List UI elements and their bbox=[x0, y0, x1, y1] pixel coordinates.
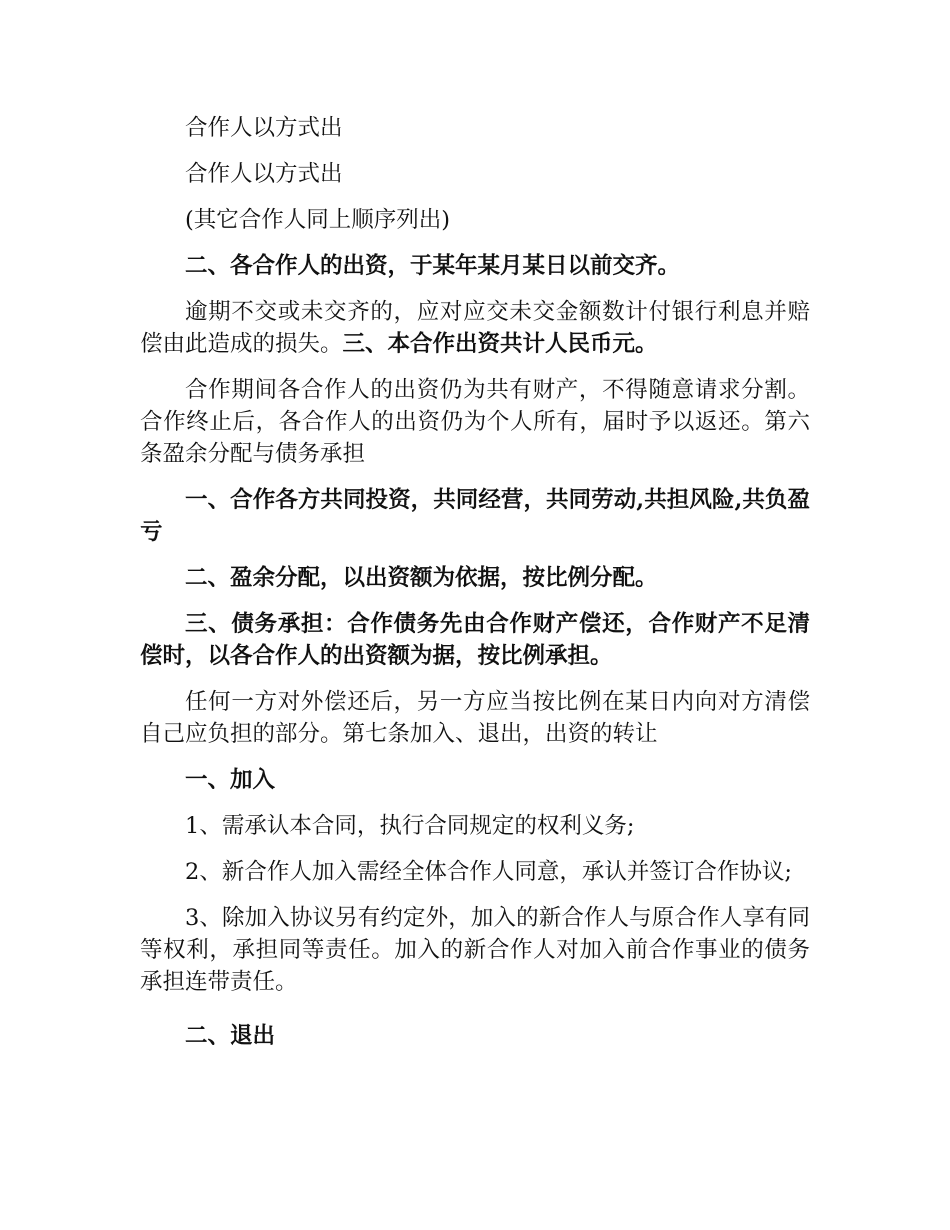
paragraph: 合作人以方式出 bbox=[185, 161, 343, 187]
paragraph: (其它合作人同上顺序列出) bbox=[185, 207, 451, 233]
list-item: 2、新合作人加入需经全体合作人同意，承认并签订合作协议; bbox=[185, 859, 792, 885]
paragraph: 任何一方对外偿还后，另一方应当按比例在某日内向对方清偿自己应负担的部分。第七条加入、退出，出资的转让 bbox=[140, 689, 810, 747]
section-heading: 二、退出 bbox=[185, 1023, 276, 1049]
section-heading-inline: 三、本合作出资共计人民币元。 bbox=[342, 331, 658, 357]
document-body bbox=[140, 112, 810, 1066]
section-heading: 一、加入 bbox=[185, 767, 276, 793]
paragraph: 合作期间各合作人的出资仍为共有财产，不得随意请求分割。合作终止后，各合作人的出资仍为个人所有，届时予以返还。第六条盈余分配与债务承担 bbox=[140, 377, 810, 467]
paragraph bbox=[140, 296, 810, 360]
section-heading: 二、各合作人的出资，于某年某月某日以前交齐。 bbox=[185, 253, 681, 279]
paragraph: 合作人以方式出 bbox=[185, 115, 343, 141]
section-heading: 二、盈余分配，以出资额为依据，按比例分配。 bbox=[185, 565, 658, 591]
section-heading: 三、债务承担：合作债务先由合作财产偿还，合作财产不足清偿时，以各合作人的出资额为据，按比例承担。 bbox=[140, 611, 810, 669]
paragraph-text: 逾期不交或未交齐的，应对应交未交金额数计付银行利息并赔偿由此造成的损失。 bbox=[140, 299, 810, 357]
section-heading: 一、合作各方共同投资，共同经营，共同劳动,共担风险,共负盈亏 bbox=[140, 487, 810, 545]
list-item: 1、需承认本合同，执行合同规定的权利义务; bbox=[185, 813, 635, 839]
list-item: 3、除加入协议另有约定外，加入的新合作人与原合作人享有同等权利，承担同等责任。加入的新合作人对加入前合作事业的债务承担连带责任。 bbox=[140, 905, 810, 995]
